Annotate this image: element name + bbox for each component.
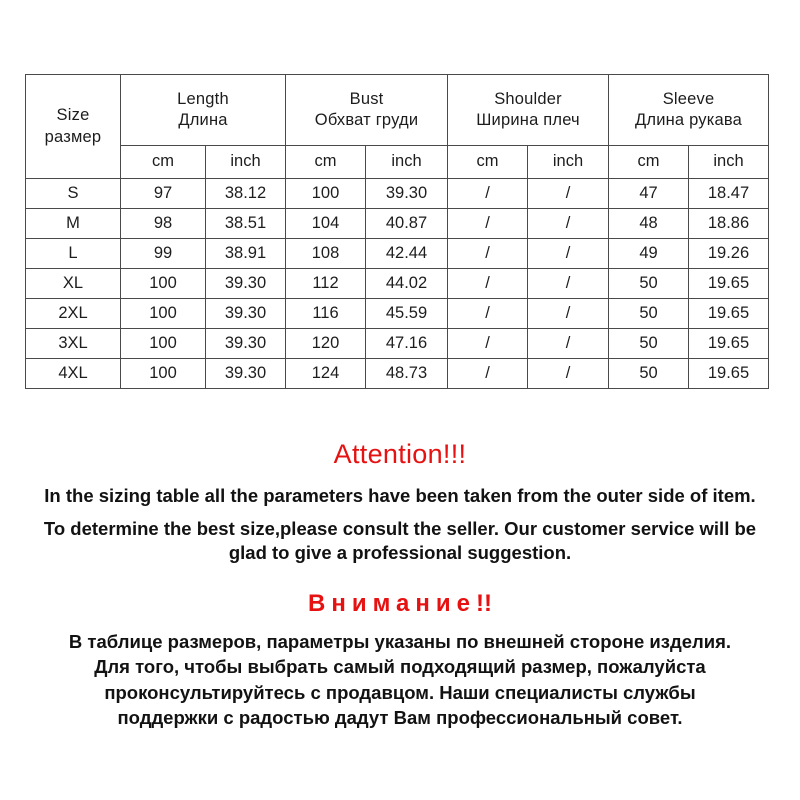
cell-sleeve-cm: 48: [609, 209, 689, 239]
cell-shoulder-inch: /: [528, 209, 609, 239]
cell-length-inch: 38.91: [206, 239, 286, 269]
cell-shoulder-inch: /: [528, 299, 609, 329]
table-row: [26, 239, 769, 269]
cell-length-inch: 38.51: [206, 209, 286, 239]
column-group-bust-en: Bust: [349, 89, 384, 108]
cell-length-inch: 39.30: [206, 359, 286, 389]
size-chart-table: [25, 74, 769, 389]
size-chart-table-container: [25, 74, 768, 389]
unit-header-sleeve-inch: inch: [689, 146, 769, 179]
column-header-size-en: Size: [56, 106, 90, 125]
cell-size: 2XL: [26, 299, 121, 329]
column-header-size-ru: размер: [44, 127, 102, 146]
notice-ru-line-2: Для того, чтобы выбрать самый подходящий размер, пожалуйста: [94, 656, 706, 678]
cell-shoulder-cm: /: [448, 299, 528, 329]
cell-size: L: [26, 239, 121, 269]
notice-ru-line-4: поддержки с радостью дадут Вам профессиональный совет.: [117, 706, 683, 728]
cell-bust-inch: 40.87: [366, 209, 448, 239]
attention-heading-en: Attention!!!: [333, 439, 467, 469]
unit-header-length-inch: inch: [206, 146, 286, 179]
cell-sleeve-inch: 19.65: [689, 269, 769, 299]
cell-sleeve-inch: 19.65: [689, 329, 769, 359]
column-group-shoulder: [448, 75, 609, 146]
cell-size: M: [26, 209, 121, 239]
cell-sleeve-inch: 19.26: [689, 239, 769, 269]
unit-header-sleeve-cm: cm: [609, 146, 689, 179]
cell-shoulder-cm: /: [448, 329, 528, 359]
unit-header-length-cm: cm: [121, 146, 206, 179]
cell-size: XL: [26, 269, 121, 299]
cell-sleeve-cm: 49: [609, 239, 689, 269]
cell-bust-cm: 104: [286, 209, 366, 239]
unit-header-shoulder-cm: cm: [448, 146, 528, 179]
notice-en-line-3: To determine the best size,please consult the seller. Our customer service: [43, 517, 695, 539]
cell-shoulder-inch: /: [528, 359, 609, 389]
cell-length-cm: 100: [121, 359, 206, 389]
table-row: [26, 329, 769, 359]
cell-shoulder-inch: /: [528, 269, 609, 299]
cell-shoulder-inch: /: [528, 179, 609, 209]
column-group-length-ru: Длина: [178, 111, 228, 129]
cell-bust-inch: 48.73: [366, 359, 448, 389]
cell-shoulder-cm: /: [448, 359, 528, 389]
cell-shoulder-inch: /: [528, 239, 609, 269]
cell-sleeve-inch: 18.47: [689, 179, 769, 209]
cell-bust-cm: 108: [286, 239, 366, 269]
notice-paragraph-en-first: [0, 484, 800, 508]
table-row: [26, 209, 769, 239]
cell-bust-inch: 45.59: [366, 299, 448, 329]
cell-length-cm: 100: [121, 299, 206, 329]
cell-bust-cm: 116: [286, 299, 366, 329]
cell-sleeve-inch: 18.86: [689, 209, 769, 239]
table-row: [26, 299, 769, 329]
column-group-bust: [286, 75, 448, 146]
cell-shoulder-cm: /: [448, 269, 528, 299]
cell-size: S: [26, 179, 121, 209]
notice-en-line-1: In the sizing table all the parameters have been: [44, 484, 459, 506]
cell-size: 3XL: [26, 329, 121, 359]
column-group-sleeve-ru: Длина рукава: [635, 111, 743, 129]
notice-en-line-2: taken from the outer side of item.: [463, 484, 756, 506]
cell-length-cm: 97: [121, 179, 206, 209]
table-row: [26, 359, 769, 389]
notice-ru-line-1: В таблице размеров, параметры указаны по внешней стороне изделия.: [68, 631, 732, 653]
cell-length-inch: 39.30: [206, 299, 286, 329]
cell-sleeve-cm: 50: [609, 359, 689, 389]
table-unit-header-row: [26, 146, 769, 179]
cell-size: 4XL: [26, 359, 121, 389]
cell-length-inch: 38.12: [206, 179, 286, 209]
cell-shoulder-cm: /: [448, 179, 528, 209]
cell-shoulder-inch: /: [528, 329, 609, 359]
table-row: [26, 179, 769, 209]
attention-ru-exclamations: !!: [475, 589, 492, 617]
notice-paragraph-en-second: [0, 517, 800, 565]
attention-ru-word: Внимание: [308, 589, 476, 617]
column-group-shoulder-en: Shoulder: [494, 89, 562, 108]
cell-bust-inch: 39.30: [366, 179, 448, 209]
cell-length-cm: 98: [121, 209, 206, 239]
column-group-length-en: Length: [177, 89, 229, 108]
cell-shoulder-cm: /: [448, 239, 528, 269]
column-group-bust-ru: Обхват груди: [314, 111, 419, 129]
table-body: [26, 179, 769, 389]
cell-bust-cm: 120: [286, 329, 366, 359]
cell-sleeve-cm: 50: [609, 299, 689, 329]
column-group-shoulder-ru: Ширина плеч: [476, 111, 580, 129]
column-header-size: [26, 75, 121, 179]
column-group-sleeve: [609, 75, 769, 146]
table-head: [26, 75, 769, 179]
cell-sleeve-cm: 50: [609, 329, 689, 359]
cell-sleeve-inch: 19.65: [689, 299, 769, 329]
notice-ru-line-3: проконсультируйтесь с продавцом. Наши специалисты службы: [104, 681, 696, 703]
table-group-header-row: [26, 75, 769, 146]
cell-bust-inch: 42.44: [366, 239, 448, 269]
cell-sleeve-cm: 47: [609, 179, 689, 209]
column-group-sleeve-en: Sleeve: [662, 89, 715, 108]
cell-bust-cm: 112: [286, 269, 366, 299]
table-row: [26, 269, 769, 299]
notice-paragraph-ru: [0, 629, 800, 730]
unit-header-shoulder-inch: inch: [528, 146, 609, 179]
cell-sleeve-cm: 50: [609, 269, 689, 299]
attention-heading-ru: [0, 591, 800, 617]
unit-header-bust-cm: cm: [286, 146, 366, 179]
cell-bust-inch: 47.16: [366, 329, 448, 359]
cell-shoulder-cm: /: [448, 209, 528, 239]
notice-section: [0, 440, 800, 730]
cell-length-cm: 100: [121, 329, 206, 359]
cell-bust-inch: 44.02: [366, 269, 448, 299]
column-group-length: [121, 75, 286, 146]
notice-en-line-4: will be glad to give a professional suggestion.: [228, 517, 757, 563]
cell-length-cm: 100: [121, 269, 206, 299]
unit-header-bust-inch: inch: [366, 146, 448, 179]
cell-bust-cm: 100: [286, 179, 366, 209]
cell-sleeve-inch: 19.65: [689, 359, 769, 389]
cell-bust-cm: 124: [286, 359, 366, 389]
cell-length-inch: 39.30: [206, 269, 286, 299]
cell-length-cm: 99: [121, 239, 206, 269]
cell-length-inch: 39.30: [206, 329, 286, 359]
